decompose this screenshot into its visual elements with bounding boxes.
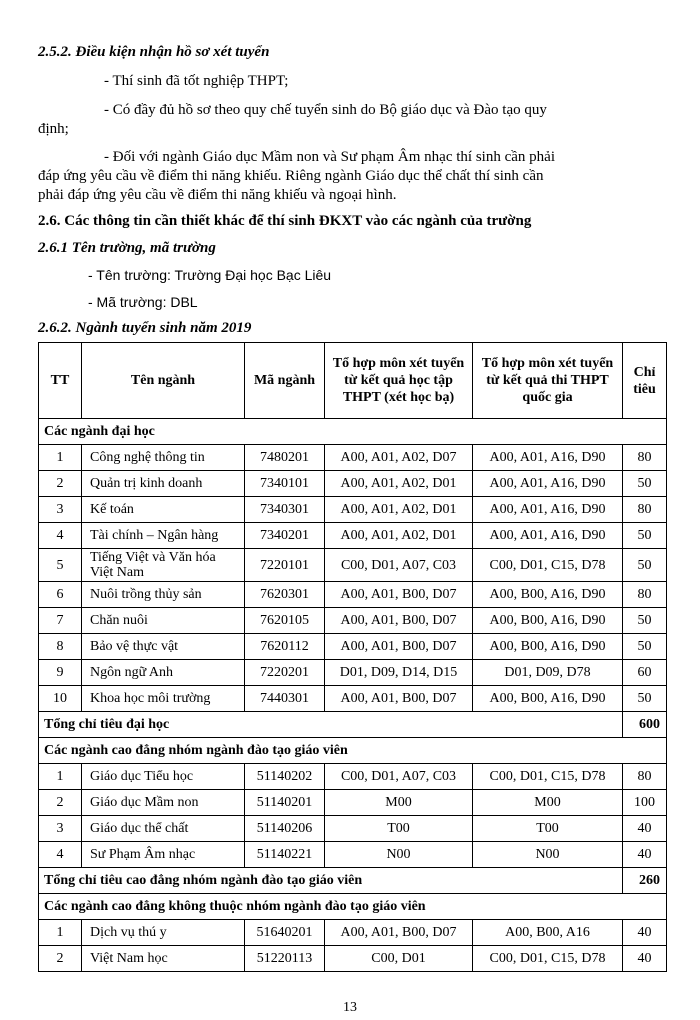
condition-aptitude-line1: - Đối với ngành Giáo dục Mầm non và Sư phạm Âm nhạc thí sinh cần phải bbox=[104, 149, 555, 165]
col-header-to-hop-hoc-ba: Tổ hợp môn xét tuyển từ kết quả học tập THPT (xét học bạ) bbox=[325, 343, 473, 419]
total-label: Tổng chỉ tiêu đại học bbox=[39, 712, 623, 738]
cell-ten-nganh: Việt Nam học bbox=[82, 946, 245, 972]
cell-ten-nganh: Dịch vụ thú y bbox=[82, 920, 245, 946]
cell-tt: 7 bbox=[39, 608, 82, 634]
cell-ma-nganh: 7340301 bbox=[245, 497, 325, 523]
cell-chi-tieu: 80 bbox=[623, 445, 667, 471]
cell-to-hop-thpt: A00, B00, A16 bbox=[473, 920, 623, 946]
table-row bbox=[39, 816, 667, 842]
cell-to-hop-thpt: A00, B00, A16, D90 bbox=[473, 686, 623, 712]
cell-ma-nganh: 7220101 bbox=[245, 549, 325, 582]
cell-ma-nganh: 7620112 bbox=[245, 634, 325, 660]
cell-tt: 3 bbox=[39, 497, 82, 523]
cell-tt: 8 bbox=[39, 634, 82, 660]
cell-ma-nganh: 51140206 bbox=[245, 816, 325, 842]
cell-tt: 2 bbox=[39, 471, 82, 497]
table-row bbox=[39, 634, 667, 660]
cell-to-hop-thpt: A00, B00, A16, D90 bbox=[473, 608, 623, 634]
cell-ma-nganh: 7440301 bbox=[245, 686, 325, 712]
cell-to-hop-thpt: C00, D01, C15, D78 bbox=[473, 549, 623, 582]
cell-tt: 2 bbox=[39, 790, 82, 816]
table-row bbox=[39, 523, 667, 549]
cell-to-hop-hoc-ba: C00, D01 bbox=[325, 946, 473, 972]
cell-to-hop-hoc-ba: C00, D01, A07, C03 bbox=[325, 549, 473, 582]
col-header-chi-tieu: Chỉ tiêu bbox=[623, 343, 667, 419]
cell-ma-nganh: 7480201 bbox=[245, 445, 325, 471]
heading-2-6-2: 2.6.2. Ngành tuyển sinh năm 2019 bbox=[38, 320, 252, 336]
cell-chi-tieu: 50 bbox=[623, 523, 667, 549]
cell-tt: 1 bbox=[39, 920, 82, 946]
table-row bbox=[39, 471, 667, 497]
cell-tt: 3 bbox=[39, 816, 82, 842]
table-row bbox=[39, 764, 667, 790]
cell-chi-tieu: 50 bbox=[623, 686, 667, 712]
section-row-cao-dang-giao-vien bbox=[39, 738, 667, 764]
cell-ten-nganh: Giáo dục thể chất bbox=[82, 816, 245, 842]
cell-ma-nganh: 7220201 bbox=[245, 660, 325, 686]
cell-ten-nganh: Chăn nuôi bbox=[82, 608, 245, 634]
cell-ten-nganh: Giáo dục Tiểu học bbox=[82, 764, 245, 790]
cell-ten-nganh: Giáo dục Mầm non bbox=[82, 790, 245, 816]
table-row bbox=[39, 686, 667, 712]
section-label: Các ngành cao đẳng không thuộc nhóm ngành đào tạo giáo viên bbox=[39, 894, 667, 920]
cell-to-hop-thpt: A00, A01, A16, D90 bbox=[473, 523, 623, 549]
cell-to-hop-hoc-ba: A00, A01, B00, D07 bbox=[325, 920, 473, 946]
cell-to-hop-hoc-ba: A00, A01, A02, D01 bbox=[325, 523, 473, 549]
table-row bbox=[39, 946, 667, 972]
cell-ten-nganh: Công nghệ thông tin bbox=[82, 445, 245, 471]
cell-tt: 10 bbox=[39, 686, 82, 712]
section-label: Các ngành đại học bbox=[39, 419, 667, 445]
cell-to-hop-hoc-ba: A00, A01, B00, D07 bbox=[325, 634, 473, 660]
page-number: 13 bbox=[343, 1000, 357, 1015]
total-label: Tổng chỉ tiêu cao đẳng nhóm ngành đào tạo giáo viên bbox=[39, 868, 623, 894]
cell-tt: 4 bbox=[39, 842, 82, 868]
section-row-dai-hoc bbox=[39, 419, 667, 445]
cell-to-hop-hoc-ba: M00 bbox=[325, 790, 473, 816]
cell-to-hop-hoc-ba: A00, A01, A02, D01 bbox=[325, 497, 473, 523]
col-header-to-hop-thpt: Tổ hợp môn xét tuyển từ kết quả thi THPT quốc gia bbox=[473, 343, 623, 419]
table-row bbox=[39, 582, 667, 608]
cell-ten-nganh: Khoa học môi trường bbox=[82, 686, 245, 712]
cell-ma-nganh: 7340201 bbox=[245, 523, 325, 549]
cell-to-hop-hoc-ba: T00 bbox=[325, 816, 473, 842]
cell-chi-tieu: 80 bbox=[623, 582, 667, 608]
admissions-table bbox=[38, 342, 667, 972]
cell-to-hop-hoc-ba: A00, A01, B00, D07 bbox=[325, 686, 473, 712]
heading-2-6-1: 2.6.1 Tên trường, mã trường bbox=[38, 240, 216, 256]
col-header-ten-nganh: Tên ngành bbox=[82, 343, 245, 419]
cell-chi-tieu: 60 bbox=[623, 660, 667, 686]
cell-to-hop-hoc-ba: C00, D01, A07, C03 bbox=[325, 764, 473, 790]
cell-ten-nganh: Quản trị kinh doanh bbox=[82, 471, 245, 497]
cell-ma-nganh: 7620105 bbox=[245, 608, 325, 634]
cell-chi-tieu: 50 bbox=[623, 608, 667, 634]
cell-to-hop-hoc-ba: N00 bbox=[325, 842, 473, 868]
cell-tt: 1 bbox=[39, 764, 82, 790]
table-row bbox=[39, 842, 667, 868]
cell-chi-tieu: 40 bbox=[623, 920, 667, 946]
cell-ma-nganh: 51220113 bbox=[245, 946, 325, 972]
cell-to-hop-thpt: T00 bbox=[473, 816, 623, 842]
cell-ma-nganh: 51140202 bbox=[245, 764, 325, 790]
cell-to-hop-hoc-ba: A00, A01, B00, D07 bbox=[325, 582, 473, 608]
cell-to-hop-thpt: A00, A01, A16, D90 bbox=[473, 497, 623, 523]
total-value: 600 bbox=[623, 712, 667, 738]
cell-to-hop-thpt: A00, B00, A16, D90 bbox=[473, 634, 623, 660]
cell-tt: 1 bbox=[39, 445, 82, 471]
cell-ten-nganh: Sư Phạm Âm nhạc bbox=[82, 842, 245, 868]
cell-ten-nganh: Tiếng Việt và Văn hóa Việt Nam bbox=[82, 549, 245, 582]
cell-to-hop-hoc-ba: A00, A01, A02, D01 bbox=[325, 471, 473, 497]
cell-ten-nganh: Ngôn ngữ Anh bbox=[82, 660, 245, 686]
cell-to-hop-hoc-ba: A00, A01, B00, D07 bbox=[325, 608, 473, 634]
table-row bbox=[39, 920, 667, 946]
cell-tt: 9 bbox=[39, 660, 82, 686]
table-header-row bbox=[39, 343, 667, 419]
condition-documents-line1: - Có đầy đủ hồ sơ theo quy chế tuyển sinh do Bộ giáo dục và Đào tạo quy bbox=[104, 102, 547, 118]
cell-tt: 5 bbox=[39, 549, 82, 582]
table-row bbox=[39, 497, 667, 523]
cell-ma-nganh: 7620301 bbox=[245, 582, 325, 608]
cell-tt: 4 bbox=[39, 523, 82, 549]
cell-chi-tieu: 40 bbox=[623, 816, 667, 842]
section-label: Các ngành cao đẳng nhóm ngành đào tạo giáo viên bbox=[39, 738, 667, 764]
cell-tt: 6 bbox=[39, 582, 82, 608]
col-header-ma-nganh: Mã ngành bbox=[245, 343, 325, 419]
cell-to-hop-thpt: M00 bbox=[473, 790, 623, 816]
cell-ma-nganh: 7340101 bbox=[245, 471, 325, 497]
cell-to-hop-thpt: A00, A01, A16, D90 bbox=[473, 471, 623, 497]
cell-chi-tieu: 40 bbox=[623, 842, 667, 868]
school-name: - Tên trường: Trường Đại học Bạc Liêu bbox=[88, 267, 332, 283]
cell-to-hop-hoc-ba: A00, A01, A02, D07 bbox=[325, 445, 473, 471]
cell-to-hop-thpt: C00, D01, C15, D78 bbox=[473, 946, 623, 972]
total-row-cao-dang-giao-vien bbox=[39, 868, 667, 894]
cell-to-hop-thpt: D01, D09, D78 bbox=[473, 660, 623, 686]
cell-ten-nganh: Tài chính – Ngân hàng bbox=[82, 523, 245, 549]
condition-graduated: - Thí sinh đã tốt nghiệp THPT; bbox=[104, 73, 289, 89]
cell-chi-tieu: 50 bbox=[623, 471, 667, 497]
cell-ten-nganh: Bảo vệ thực vật bbox=[82, 634, 245, 660]
total-row-dai-hoc bbox=[39, 712, 667, 738]
table-row bbox=[39, 445, 667, 471]
cell-chi-tieu: 80 bbox=[623, 764, 667, 790]
cell-to-hop-thpt: C00, D01, C15, D78 bbox=[473, 764, 623, 790]
condition-aptitude-line3: phải đáp ứng yêu cầu về điểm thi năng khiếu và ngoại hình. bbox=[38, 187, 397, 203]
heading-2-5-2: 2.5.2. Điều kiện nhận hồ sơ xét tuyển bbox=[38, 44, 270, 60]
table-row bbox=[39, 549, 667, 582]
cell-ma-nganh: 51140201 bbox=[245, 790, 325, 816]
cell-to-hop-thpt: A00, B00, A16, D90 bbox=[473, 582, 623, 608]
cell-ten-nganh: Kế toán bbox=[82, 497, 245, 523]
table-row bbox=[39, 608, 667, 634]
cell-ma-nganh: 51640201 bbox=[245, 920, 325, 946]
cell-ma-nganh: 51140221 bbox=[245, 842, 325, 868]
cell-tt: 2 bbox=[39, 946, 82, 972]
cell-to-hop-thpt: A00, A01, A16, D90 bbox=[473, 445, 623, 471]
col-header-tt: TT bbox=[39, 343, 82, 419]
total-value: 260 bbox=[623, 868, 667, 894]
heading-2-6: 2.6. Các thông tin cần thiết khác để thí sinh ĐKXT vào các ngành của trường bbox=[38, 213, 532, 229]
condition-aptitude-line2: đáp ứng yêu cầu về điểm thi năng khiếu. Riêng ngành Giáo dục thể chất thí sinh cần bbox=[38, 168, 544, 184]
table-row bbox=[39, 790, 667, 816]
cell-chi-tieu: 40 bbox=[623, 946, 667, 972]
cell-chi-tieu: 50 bbox=[623, 634, 667, 660]
condition-documents-line2: định; bbox=[38, 121, 69, 137]
cell-chi-tieu: 50 bbox=[623, 549, 667, 582]
section-row-cao-dang-khac bbox=[39, 894, 667, 920]
cell-to-hop-thpt: N00 bbox=[473, 842, 623, 868]
cell-to-hop-hoc-ba: D01, D09, D14, D15 bbox=[325, 660, 473, 686]
school-code: - Mã trường: DBL bbox=[88, 294, 198, 310]
cell-chi-tieu: 100 bbox=[623, 790, 667, 816]
table-row bbox=[39, 660, 667, 686]
cell-chi-tieu: 80 bbox=[623, 497, 667, 523]
cell-ten-nganh: Nuôi trồng thủy sản bbox=[82, 582, 245, 608]
